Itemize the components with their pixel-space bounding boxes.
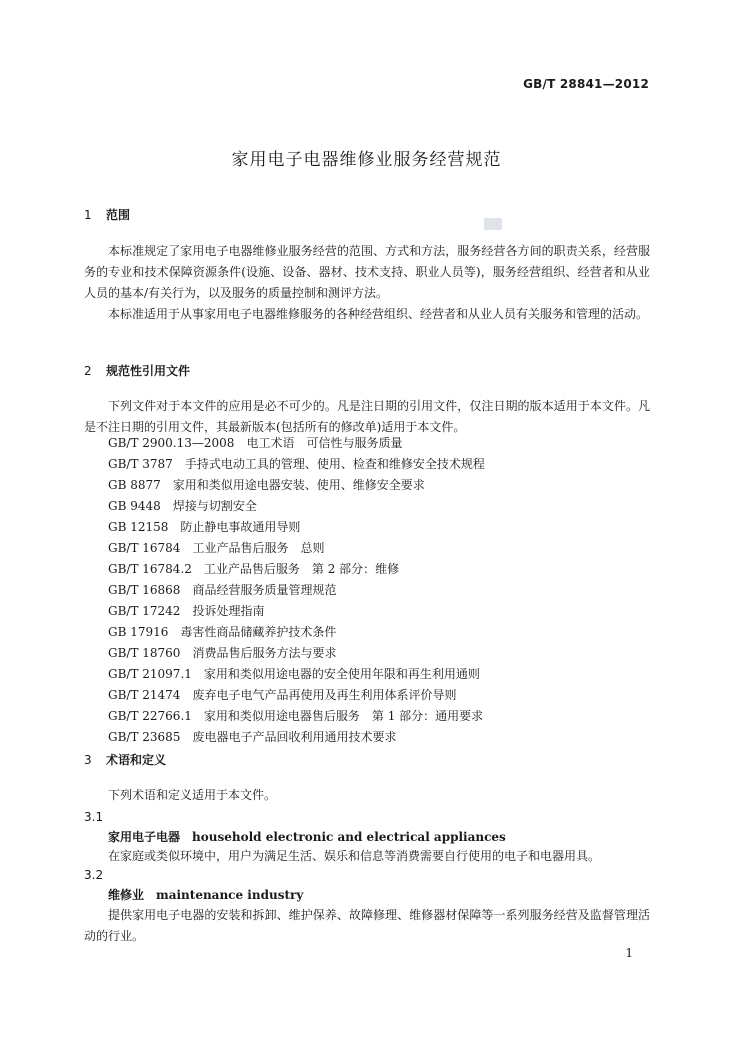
reference-title: 电工术语 可信性与服务质量 [246,436,403,450]
reference-title: 工业产品售后服务 总则 [192,541,325,555]
reference-code: GB/T 16784 [108,541,181,555]
section-heading-scope [84,206,130,223]
reference-title: 防止静电事故通用导则 [180,520,301,534]
reference-title: 投诉处理指南 [192,604,265,618]
reference-title: 商品经营服务质量管理规范 [192,583,337,597]
reference-title: 手持式电动工具的管理、使用、检查和维修安全技术规程 [184,457,485,471]
reference-code: GB/T 21474 [108,688,181,702]
reference-title: 毒害性商品储藏养护技术条件 [180,625,337,639]
reference-title: 家用和类似用途电器的安全使用年限和再生利用通则 [203,667,480,681]
reference-code: GB 8877 [108,478,161,492]
standard-number: GB/T 28841—2012 [523,77,649,91]
term-english: maintenance industry [156,888,304,902]
reference-title: 家用和类似用途电器售后服务 第 1 部分：通用要求 [203,709,484,723]
normative-intro: 下列文件对于本文件的应用是必不可少的。凡是注日期的引用文件，仅注日期的版本适用于本文件。凡是不注日期的引用文件，其最新版本(包括所有的修改单)适用于本文件。 [84,399,650,434]
document-title: 家用电子电器维修业服务经营规范 [231,150,502,170]
reference-code: GB/T 2900.13—2008 [108,436,235,450]
reference-item [108,706,485,727]
reference-title: 工业产品售后服务 第 2 部分：维修 [203,562,400,576]
term-chinese: 家用电子电器 [108,830,181,844]
reference-title: 消费品售后服务方法与要求 [192,646,337,660]
reference-code: GB/T 22766.1 [108,709,192,723]
scope-paragraph-1: 本标准规定了家用电子电器维修业服务经营的范围、方式和方法，服务经营各方间的职责关系，经营服务的专业和技术保障资源条件(设施、设备、器材、技术支持、职业人员等)，服务经营组织、经营者和从业人员的基本/有关行为，以及服务的质量控制和测评方法。 [84,244,650,300]
reference-item [108,559,485,580]
reference-item [108,496,485,517]
reference-list [108,433,485,748]
reference-title: 焊接与切割安全 [172,499,257,513]
clause-number: 3.2 [84,868,104,882]
reference-code: GB/T 16868 [108,583,181,597]
reference-item [108,538,485,559]
reference-item [108,664,485,685]
term-entry [108,828,506,845]
page-number: 1 [625,946,633,960]
reference-item [108,601,485,622]
reference-code: GB/T 3787 [108,457,173,471]
reference-item [108,454,485,475]
reference-item [108,622,485,643]
section-title: 规范性引用文件 [106,364,191,378]
reference-code: GB/T 16784.2 [108,562,192,576]
reference-code: GB 17916 [108,625,169,639]
terms-intro: 下列术语和定义适用于本文件。 [108,788,277,802]
term-chinese: 维修业 [108,888,145,902]
clause-number: 3.1 [84,810,104,824]
reference-item [108,643,485,664]
watermark-logo [484,218,502,230]
section-number: 1 [84,208,92,222]
section-number: 3 [84,753,92,767]
reference-code: GB 12158 [108,520,169,534]
reference-code: GB 9448 [108,499,161,513]
reference-item [108,685,485,706]
reference-item [108,580,485,601]
section-title: 术语和定义 [106,753,167,767]
term-english: household electronic and electrical appliances [192,830,506,844]
reference-item [108,475,485,496]
reference-item [108,433,485,454]
reference-title: 废弃电子电气产品再使用及再生利用体系评价导则 [192,688,457,702]
section-number: 2 [84,364,92,378]
term-entry [108,886,303,903]
reference-code: GB/T 23685 [108,730,181,744]
term-definition: 提供家用电子电器的安装和拆卸、维护保养、故障修理、维修器材保障等一系列服务经营及监督管理活动的行业。 [84,908,650,943]
section-heading-terms [84,751,166,768]
reference-code: GB/T 21097.1 [108,667,192,681]
reference-title: 废电器电子产品回收利用通用技术要求 [192,730,397,744]
reference-code: GB/T 17242 [108,604,181,618]
term-definition: 在家庭或类似环境中，用户为满足生活、娱乐和信息等消费需要自行使用的电子和电器用具。 [108,849,601,863]
section-heading-normative [84,362,190,379]
reference-item [108,727,485,748]
section-title: 范围 [106,208,131,222]
scope-paragraph-2: 本标准适用于从事家用电子电器维修服务的各种经营组织、经营者和从业人员有关服务和管理的活动。 [108,307,649,321]
reference-item [108,517,485,538]
reference-code: GB/T 18760 [108,646,181,660]
reference-title: 家用和类似用途电器安装、使用、维修安全要求 [172,478,425,492]
